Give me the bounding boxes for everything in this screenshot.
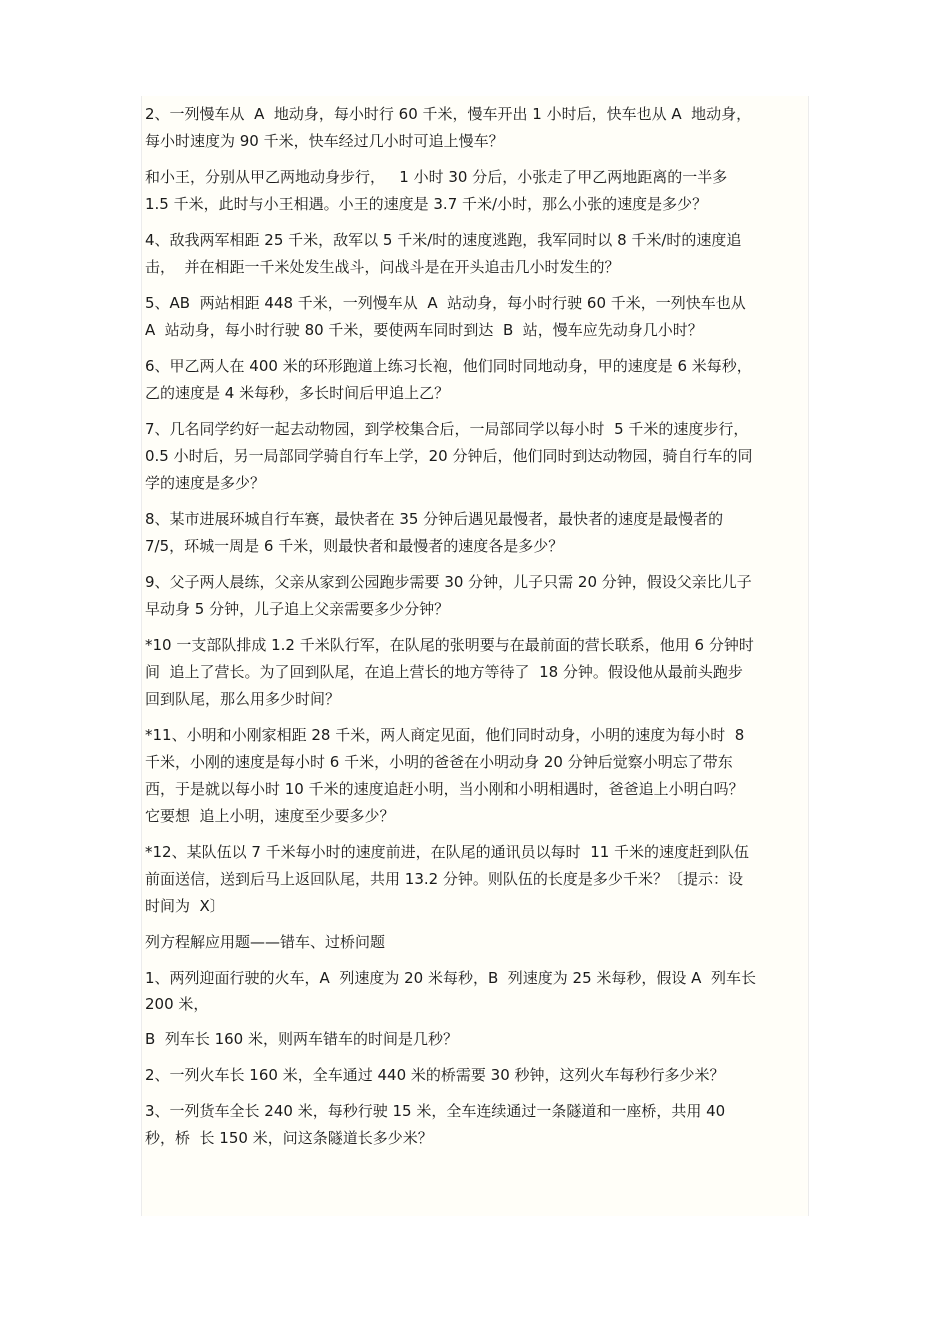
paragraph xyxy=(145,722,809,830)
paragraph-line: 和小王，分别从甲乙两地动身步行， 1 小时 30 分后，小张走了甲乙两地距离的一半多 xyxy=(145,168,728,186)
paragraph-line: 它要想 追上小明，速度至少要多少？ xyxy=(145,807,395,825)
paragraph xyxy=(145,1062,809,1089)
paragraph-line: 西，于是就以每小时 10 千米的速度追赶小明，当小刚和小明相遇时，爸爸追上小明白吗？ xyxy=(145,780,744,798)
paragraph-line: *10 一支部队排成 1.2 千米队行军，在队尾的张明要与在最前面的营长联系，他用 6 分钟时 xyxy=(145,636,754,654)
paragraph-line: 早动身 5 分钟，儿子追上父亲需要多少分钟？ xyxy=(145,600,450,618)
paragraph-line: 9、父子两人晨练，父亲从家到公园跑步需要 30 分钟，儿子只需 20 分钟，假设父亲比儿子 xyxy=(145,573,752,591)
paragraph-line: 每小时速度为 90 千米，快车经过几小时可追上慢车？ xyxy=(145,132,504,150)
paragraph xyxy=(145,416,809,497)
paragraph xyxy=(145,965,809,1017)
paragraph-line: 0.5 小时后，另一局部同学骑自行车上学，20 分钟后，他们同时到达动物园，骑自行车的同 xyxy=(145,447,753,465)
document-body xyxy=(145,101,809,1161)
paragraph-line: 击， 并在相距一千米处发生战斗，问战斗是在开头追击几小时发生的？ xyxy=(145,258,620,276)
paragraph-line: 1.5 千米，此时与小王相遇。小王的速度是 3.7 千米/小时，那么小张的速度是多少？ xyxy=(145,195,708,213)
paragraph xyxy=(145,929,809,956)
paragraph-line: 学的速度是多少？ xyxy=(145,474,266,492)
paragraph-line: 秒，桥 长 150 米，问这条隧道长多少米？ xyxy=(145,1129,433,1147)
paragraph xyxy=(145,227,809,281)
paragraph-line: 3、一列货车全长 240 米，每秒行驶 15 米，全车连续通过一条隧道和一座桥，共用 40 xyxy=(145,1102,726,1120)
paragraph-line: 7、几名同学约好一起去动物园，到学校集合后，一局部同学以每小时 5 千米的速度步行， xyxy=(145,420,749,438)
paragraph xyxy=(145,101,809,155)
paragraph xyxy=(145,506,809,560)
paragraph-line: 4、敌我两军相距 25 千米，敌军以 5 千米/时的速度逃跑，我军同时以 8 千米/时的速度追 xyxy=(145,231,742,249)
paragraph xyxy=(145,1026,809,1053)
paragraph-line: 时间为 X〕 xyxy=(145,897,225,915)
paragraph-line: 间 追上了营长。为了回到队尾，在追上营长的地方等待了 18 分钟。假设他从最前头跑步 xyxy=(145,663,743,681)
paragraph xyxy=(145,632,809,713)
paragraph-line: B 列车长 160 米，则两车错车的时间是几秒？ xyxy=(145,1030,458,1048)
paragraph-line: A 站动身，每小时行驶 80 千米，要使两车同时到达 B 站，慢车应先动身几小时？ xyxy=(145,321,703,339)
paragraph-line: 2、一列火车长 160 米，全车通过 440 米的桥需要 30 秒钟，这列火车每秒行多少米？ xyxy=(145,1066,725,1084)
paragraph xyxy=(145,164,809,218)
paragraph-line: 2、一列慢车从 A 地动身，每小时行 60 千米，慢车开出 1 小时后，快车也从 A 地动身， xyxy=(145,105,752,123)
paragraph-line: 千米，小刚的速度是每小时 6 千米，小明的爸爸在小明动身 20 分钟后觉察小明忘了带东 xyxy=(145,753,733,771)
paragraph-line: 8、某市进展环城自行车赛，最快者在 35 分钟后遇见最慢者，最快者的速度是最慢者的 xyxy=(145,510,724,528)
paragraph-line: 乙的速度是 4 米每秒，多长时间后甲追上乙？ xyxy=(145,384,450,402)
paragraph-line: 6、甲乙两人在 400 米的环形跑道上练习长袍，他们同时同地动身，甲的速度是 6 米每秒， xyxy=(145,357,752,375)
paragraph-line: 5、AB 两站相距 448 千米，一列慢车从 A 站动身，每小时行驶 60 千米，一列快车也从 xyxy=(145,294,746,312)
paragraph-line: 1、两列迎面行驶的火车，A 列速度为 20 米每秒，B 列速度为 25 米每秒，假设 A 列车长 xyxy=(145,969,756,987)
paragraph-line: *12、某队伍以 7 千米每小时的速度前进，在队尾的通讯员以每时 11 千米的速度赶到队伍 xyxy=(145,843,750,861)
paragraph xyxy=(145,1098,809,1152)
paragraph xyxy=(145,353,809,407)
paragraph-line: 回到队尾，那么用多少时间？ xyxy=(145,690,341,708)
paragraph xyxy=(145,839,809,920)
paragraph-line: 列方程解应用题——错车、过桥问题 xyxy=(145,933,386,951)
paragraph xyxy=(145,290,809,344)
paragraph-line: *11、小明和小刚家相距 28 千米，两人商定见面，他们同时动身，小明的速度为每小时 8 xyxy=(145,726,745,744)
paragraph xyxy=(145,569,809,623)
paragraph-line: 7/5，环城一周是 6 千米，则最快者和最慢者的速度各是多少？ xyxy=(145,537,564,555)
paragraph-line: 200 米， xyxy=(145,995,209,1013)
paragraph-line: 前面送信，送到后马上返回队尾，共用 13.2 分钟。则队伍的长度是多少千米？〔提示：设 xyxy=(145,870,743,888)
